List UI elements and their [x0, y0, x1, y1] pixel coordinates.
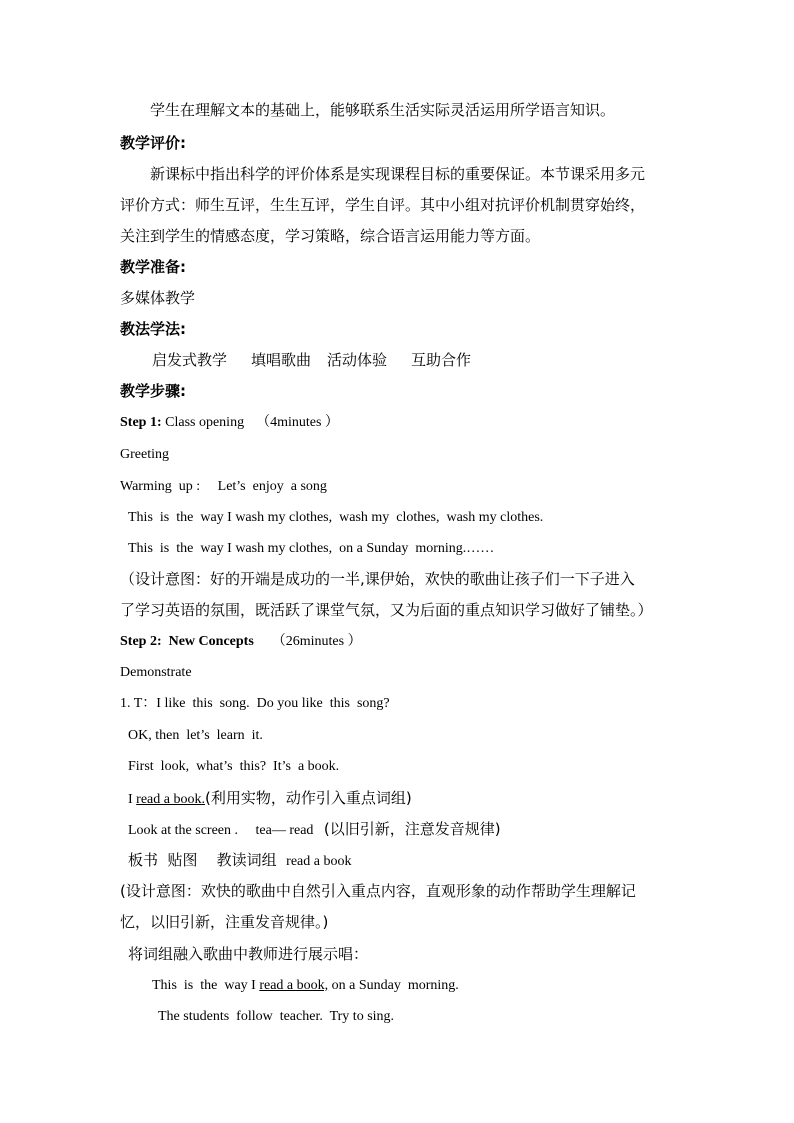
evaluation-line-1: 新课标中指出科学的评价体系是实现课程目标的重要保证。本节课采用多元 — [150, 165, 646, 183]
intro-paragraph: 学生在理解文本的基础上，能够联系生活实际灵活运用所学语言知识。 — [150, 101, 616, 119]
heading-teaching-steps: 教学步骤: — [120, 382, 186, 400]
method-item: 互助合作 — [411, 351, 472, 369]
design-intent-1-line-1: （设计意图：好的开端是成功的一半,课伊始，欢快的歌曲让孩子们一下子进入 — [120, 570, 635, 588]
teacher-line-3: First look, what’s this? It’s a book. — [128, 759, 340, 774]
song-line-1: This is the way I wash my clothes, wash my clothes, wash my clothes. — [128, 510, 544, 525]
method-item: 启发式教学 — [152, 351, 228, 369]
design-intent-2-line-2: 忆，以旧引新，注重发音规律。) — [120, 913, 329, 931]
evaluation-line-3: 关注到学生的情感态度，学习策略，综合语言运用能力等方面。 — [120, 227, 541, 245]
text-run: (利用实物，动作引入重点词组) — [204, 789, 412, 807]
text-run: read a book — [286, 854, 352, 869]
warming-up-text: Warming up : Let’s enjoy a song — [120, 479, 327, 494]
heading-teaching-preparation: 教学准备: — [120, 258, 186, 276]
evaluation-line-2: 评价方式：师生互评，生生互评，学生自评。其中小组对抗评价机制贯穿始终， — [120, 196, 646, 214]
step1-label: Step 1: — [120, 415, 162, 430]
step2-label: Step 2: New Concepts — [120, 634, 254, 649]
key-phrase-underlined: read a book. — [136, 792, 205, 807]
methods-list — [152, 350, 471, 370]
teacher-line-4 — [128, 788, 412, 810]
method-item: 填唱歌曲 — [251, 351, 312, 369]
preparation-text: 多媒体教学 — [120, 289, 196, 307]
teacher-line-7: 将词组融入歌曲中教师进行展示唱： — [128, 945, 369, 963]
text-run: This is the way I — [152, 978, 260, 993]
text-run: Look at the screen . tea— read — [128, 823, 324, 838]
teacher-line-5 — [128, 819, 501, 841]
teacher-line-8 — [152, 976, 459, 996]
step2-heading — [120, 632, 362, 652]
song-line-2: This is the way I wash my clothes, on a Sunday morning.…… — [128, 541, 495, 556]
teacher-line-9: The students follow teacher. Try to sing. — [158, 1009, 395, 1024]
text-run: 板书 贴图 教读词组 — [128, 851, 287, 869]
key-phrase-underlined: read a book, — [259, 978, 329, 993]
greeting-text: Greeting — [120, 447, 169, 462]
design-intent-1-line-2: 了学习英语的氛围，既活跃了课堂气氛，又为后面的重点知识学习做好了铺垫。） — [120, 601, 653, 619]
text-run: I — [128, 792, 137, 807]
step2-time: （26minutes ） — [271, 634, 362, 649]
text-run: (以旧引新，注意发音规律) — [323, 820, 501, 838]
design-intent-2-line-1: (设计意图：欢快的歌曲中自然引入重点内容，直观形象的动作帮助学生理解记 — [120, 882, 636, 900]
step1-heading — [120, 413, 339, 433]
step1-title: Class opening — [165, 415, 245, 430]
step1-time: （4minutes ） — [256, 415, 339, 430]
heading-teaching-evaluation: 教学评价: — [120, 134, 186, 152]
teacher-line-1: 1. T：I like this song. Do you like this song? — [120, 696, 390, 711]
teacher-line-6 — [128, 850, 351, 872]
teacher-line-2: OK, then let’s learn it. — [128, 728, 263, 743]
method-item: 活动体验 — [327, 351, 388, 369]
text-run: on a Sunday morning. — [328, 978, 459, 993]
demonstrate-text: Demonstrate — [120, 665, 192, 680]
heading-teaching-methods: 教法学法: — [120, 320, 186, 338]
